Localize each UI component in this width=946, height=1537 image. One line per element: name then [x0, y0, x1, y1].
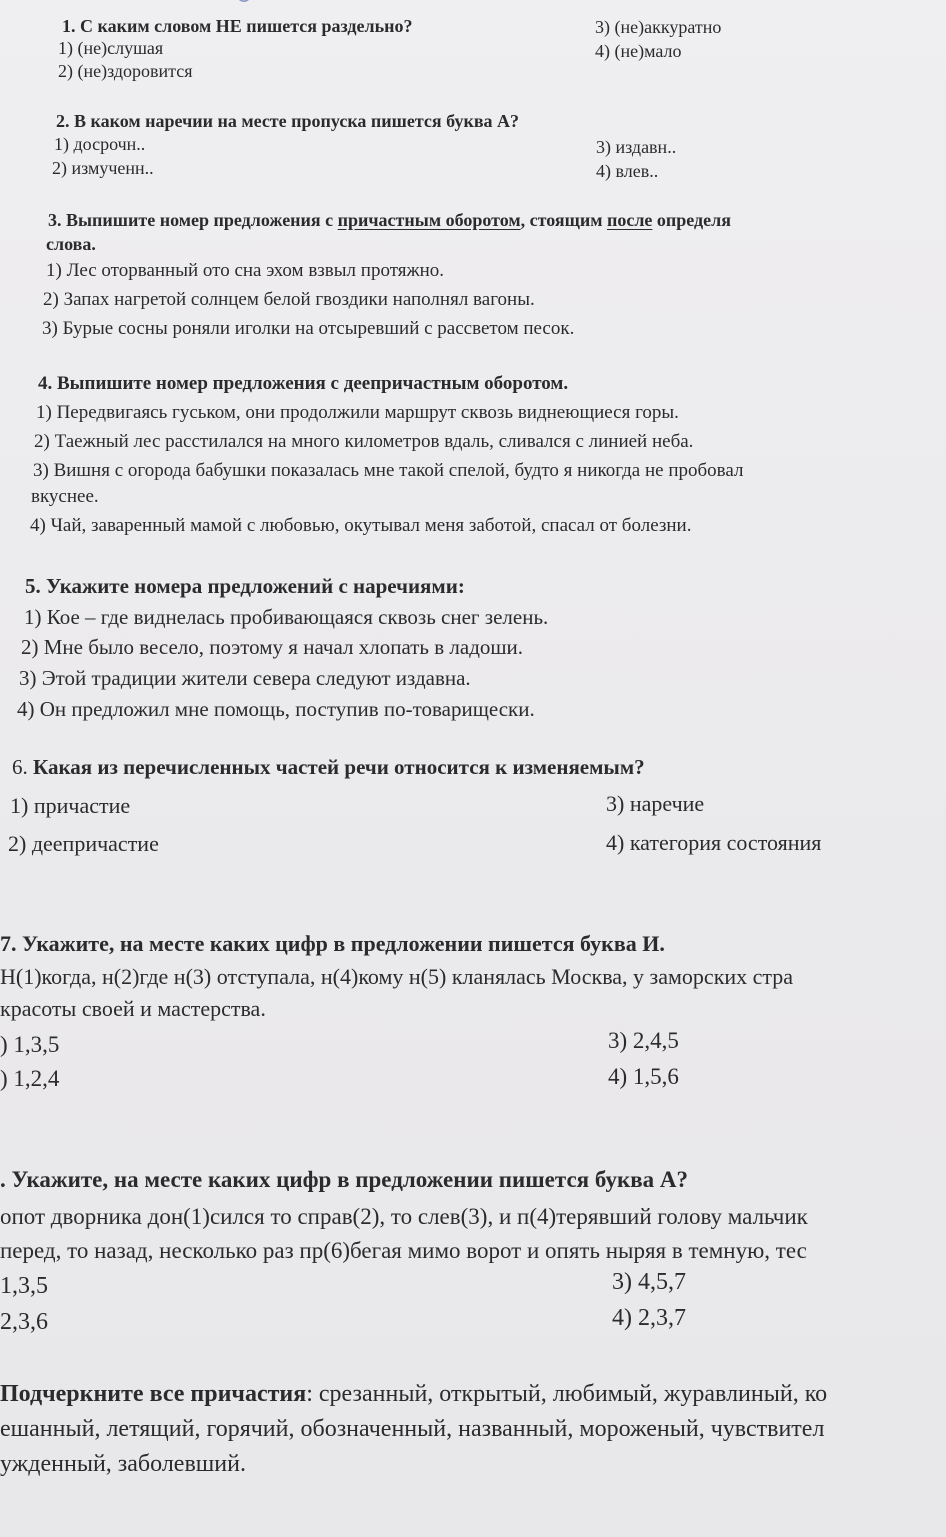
q6-option-3: 3) наречие: [606, 791, 705, 816]
q5-item-2: 2) Мне было весело, поэтому я начал хлопать в ладоши.: [21, 635, 524, 659]
q8-text-line2: перед, то назад, несколько раз пр(6)бегая мимо ворот и опять ныряя в темную, тес: [0, 1238, 807, 1263]
q1-option-1: 1) (не)слушая: [58, 38, 164, 58]
q6-option-1: 1) причастие: [10, 793, 131, 818]
q9-line2: ешанный, летящий, горячий, обозначенный, названный, мороженый, чувствител: [0, 1416, 825, 1442]
q4-item-2: 2) Таежный лес расстилался на много километров вдаль, сливался с линией неба.: [34, 431, 694, 452]
q1-title: 1. С каким словом НЕ пишется раздельно?: [62, 16, 413, 36]
q2-option-4: 4) влев..: [596, 161, 659, 181]
q3-underlined-term: причастным оборотом: [337, 210, 521, 230]
q7-option-4: 4) 1,5,6: [608, 1064, 679, 1089]
q3-underlined-after: после: [606, 210, 653, 230]
q6-option-4: 4) категория состояния: [606, 830, 822, 855]
q2-option-2: 2) измученн..: [52, 158, 154, 178]
q8-text-line1: опот дворника дон(1)сился то справ(2), то слев(3), и п(4)терявший голову мальчик: [0, 1204, 808, 1229]
q4-item-1: 1) Передвигаясь гуськом, они продолжили маршрут сквозь виднеющиеся горы.: [36, 402, 679, 423]
q7-text-line2: красоты своей и мастерства.: [0, 996, 266, 1021]
q7-option-3: 3) 2,4,5: [608, 1028, 679, 1053]
q6-title: 6. Какая из перечисленных частей речи относится к изменяемым?: [12, 755, 645, 779]
q3-title: 3. Выпишите номер предложения с причастным оборотом, стоящим после определя: [48, 210, 731, 230]
q5-title: 5. Укажите номера предложений с наречиями:: [25, 574, 465, 598]
q4-item-4: 4) Чай, заваренный мамой с любовью, окутывал меня заботой, спасал от болезни.: [30, 515, 692, 536]
q2-option-1: 1) досрочн..: [54, 134, 146, 154]
q7-text-line1: Н(1)когда, н(2)где н(3) отступала, н(4)кому н(5) кланялась Москва, у заморских стра: [0, 964, 794, 989]
q7-title: 7. Укажите, на месте каких цифр в предложении пишется буква И.: [0, 931, 665, 956]
q2-option-3: 3) издавн..: [596, 137, 677, 157]
q8-option-2: 2,3,6: [0, 1309, 48, 1335]
q5-item-1: 1) Кое – где виднелась пробивающаяся сквозь снег зелень.: [24, 605, 549, 629]
q8-option-3: 3) 4,5,7: [612, 1269, 686, 1295]
q1-option-4: 4) (не)мало: [595, 41, 682, 61]
q1-option-2: 2) (не)здоровится: [58, 61, 193, 81]
q7-option-2: ) 1,2,4: [0, 1066, 60, 1091]
q7-option-1: ) 1,3,5: [0, 1032, 60, 1057]
q3-title-line2: слова.: [46, 234, 96, 254]
q5-item-3: 3) Этой традиции жители севера следуют издавна.: [19, 666, 471, 690]
q3-item-3: 3) Бурые сосны роняли иголки на отсыревший с рассветом песок.: [42, 318, 575, 339]
q3-item-1: 1) Лес оторванный ото сна эхом взвыл протяжно.: [46, 260, 445, 281]
q5-item-4: 4) Он предложил мне помощь, поступив по-товарищески.: [17, 697, 535, 721]
q2-title: 2. В каком наречии на месте пропуска пишется буква А?: [56, 111, 520, 131]
q4-title: 4. Выпишите номер предложения с деепричастным оборотом.: [38, 373, 569, 394]
q3-item-2: 2) Запах нагретой солнцем белой гвоздики наполнял вагоны.: [43, 289, 535, 310]
q8-option-4: 4) 2,3,7: [612, 1305, 686, 1331]
q8-option-1: 1,3,5: [0, 1273, 48, 1299]
q6-option-2: 2) деепричастие: [8, 831, 159, 856]
pen-mark-icon: [230, 0, 290, 10]
q9-line1: Подчеркните все причастия: срезанный, открытый, любимый, журавлиный, ко: [0, 1381, 828, 1407]
q9-title: Подчеркните все причастия: [0, 1381, 307, 1407]
q9-line3: ужденный, заболевший.: [0, 1451, 246, 1477]
q1-option-3: 3) (не)аккуратно: [595, 17, 722, 37]
q8-title: . Укажите, на месте каких цифр в предложении пишется буква А?: [0, 1167, 689, 1192]
q4-item-3: 3) Вишня с огорода бабушки показалась мне такой спелой, будто я никогда не пробовал: [33, 460, 744, 481]
q4-item-3-cont: вкуснее.: [31, 486, 99, 507]
